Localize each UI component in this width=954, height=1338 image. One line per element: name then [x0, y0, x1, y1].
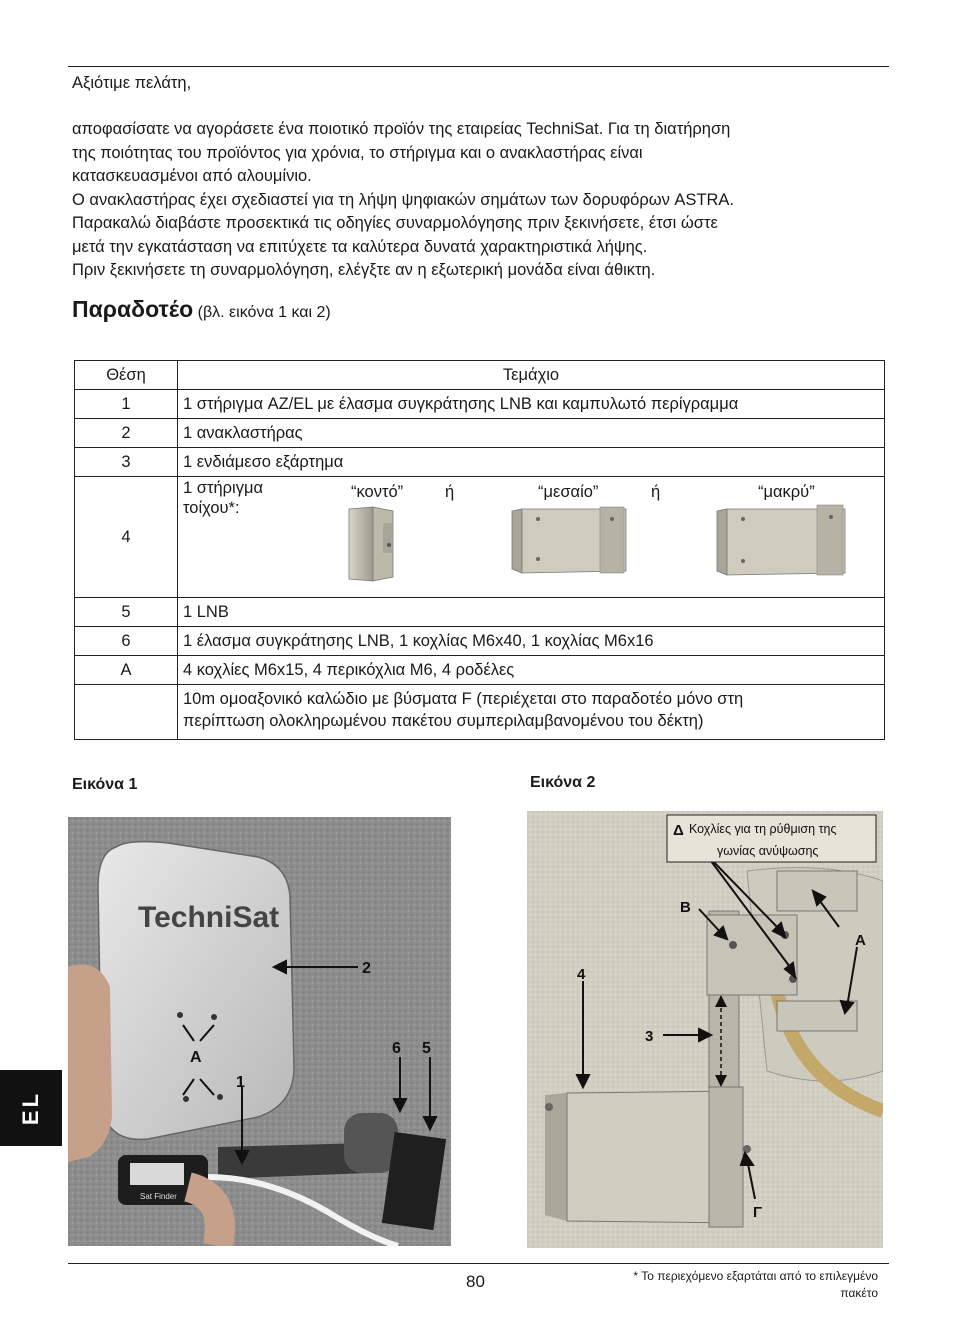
- bracket-label-line: 1 στήριγμα: [183, 479, 263, 497]
- intro-line: της ποιότητας του προϊόντος για χρόνια, το στήριγμα και ο ανακλαστήρας είναι: [72, 143, 643, 162]
- intro-line: Πριν ξεκινήσετε τη συναρμολόγηση, ελέγξτε αν η εξωτερική μονάδα είναι άθικτη.: [72, 261, 656, 279]
- page-number: 80: [466, 1272, 485, 1291]
- row-item-line: 10m ομοαξονικό καλώδιο με βύσματα F (περιέχεται στο παραδοτέο μόνο στη: [183, 690, 744, 708]
- bracket-cell-inner: [178, 477, 884, 597]
- sat-finder-text: Sat Finder: [140, 1192, 177, 1201]
- fig2-label-a: A: [855, 932, 866, 949]
- header-item: Τεμάχιο: [178, 361, 885, 390]
- figure2-caption: Εικόνα 2: [530, 774, 596, 791]
- table-row: [75, 598, 885, 627]
- fig2-label-b: B: [680, 899, 691, 916]
- intro-greeting: Αξιότιμε πελάτη,: [72, 74, 192, 92]
- header-pos: Θέση: [75, 361, 178, 390]
- section-subtitle: (βλ. εικόνα 1 και 2): [197, 304, 331, 321]
- row-item: 1 ανακλαστήρας: [178, 419, 885, 448]
- row-pos: 6: [75, 627, 178, 656]
- parts-table: [74, 360, 885, 740]
- medium-bracket-image: [508, 503, 638, 577]
- language-label: EL: [18, 1090, 43, 1126]
- table-row: [75, 685, 885, 740]
- legend-line: Κοχλίες για τη ρύθμιση της: [689, 822, 837, 836]
- table-row: [75, 390, 885, 419]
- row-item: [178, 685, 885, 740]
- table-row: [75, 627, 885, 656]
- intro-line: μετά την εγκατάσταση να επιτύχετε τα καλύτερα δυνατά χαρακτηριστικά λήψης.: [72, 237, 648, 256]
- section-heading: [72, 296, 331, 323]
- row-pos-value: 4: [121, 528, 131, 546]
- row-item: 1 LNB: [178, 598, 885, 627]
- footnote-line: πακέτο: [840, 1286, 878, 1300]
- intro-line: Ο ανακλαστήρας έχει σχεδιαστεί για τη λήψη ψηφιακών σημάτων των δορυφόρων ASTRA.: [72, 190, 735, 209]
- language-tab: [0, 1070, 62, 1146]
- row-pos: 5: [75, 598, 178, 627]
- long-bracket-image: [713, 503, 855, 579]
- fig1-label-5: 5: [422, 1040, 431, 1057]
- figure1-photo: [68, 817, 451, 1246]
- fig1-label-6: 6: [392, 1040, 401, 1057]
- medium-label: “μεσαίο”: [538, 483, 599, 501]
- row-pos: 1: [75, 390, 178, 419]
- row-pos: [75, 477, 178, 598]
- row-pos: 3: [75, 448, 178, 477]
- table-header-row: [75, 361, 885, 390]
- intro-line: Παρακαλώ διαβάστε προσεκτικά τις οδηγίες συναρμολόγησης πριν ξεκινήσετε, έτσι ώστε: [72, 214, 718, 232]
- intro-line: κατασκευασμένοι από αλουμίνιο.: [72, 167, 312, 185]
- row-item: 1 ενδιάμεσο εξάρτημα: [178, 448, 885, 477]
- row-item: 1 έλασμα συγκράτησης LNB, 1 κοχλίας M6x40, 1 κοχλίας M6x16: [178, 627, 885, 656]
- top-rule: [68, 66, 889, 67]
- bracket-label: [183, 478, 263, 518]
- legend-symbol: Δ: [673, 822, 684, 839]
- long-label: “μακρύ”: [758, 483, 815, 501]
- bottom-rule: [68, 1263, 889, 1264]
- row-item: 1 στήριγμα AZ/EL με έλασμα συγκράτησης LNB και καμπυλωτό περίγραμμα: [178, 390, 885, 419]
- fig2-label-4: 4: [577, 966, 586, 983]
- row-item: 4 κοχλίες M6x15, 4 περικόχλια M6, 4 ροδέλες: [178, 656, 885, 685]
- fig2-label-3: 3: [645, 1028, 654, 1045]
- bracket-cell: [178, 477, 885, 598]
- footnote-line: * Το περιεχόμενο εξαρτάται από το επιλεγμένο: [633, 1269, 878, 1283]
- fig2-label-g: Γ: [753, 1204, 763, 1221]
- short-label: “κοντό”: [351, 483, 404, 501]
- fig1-label-a: A: [190, 1049, 202, 1066]
- table-row: [75, 448, 885, 477]
- intro-line: αποφασίσατε να αγοράσετε ένα ποιοτικό προϊόν της εταιρείας TechniSat. Για τη διατήρηση: [72, 120, 731, 138]
- table-row: [75, 419, 885, 448]
- or-label: ή: [445, 483, 455, 501]
- or-label: ή: [651, 483, 661, 501]
- figure1-caption: Εικόνα 1: [72, 776, 138, 793]
- figure2-photo: [527, 811, 883, 1248]
- row-pos: 2: [75, 419, 178, 448]
- row-pos: A: [75, 656, 178, 685]
- row-pos: [75, 685, 178, 740]
- technisat-logo: TechniSat: [138, 901, 280, 934]
- intro-paragraph: [72, 118, 734, 283]
- section-title: Παραδοτέο: [72, 296, 194, 322]
- fig1-label-2: 2: [362, 960, 371, 977]
- table-row: [75, 656, 885, 685]
- table-row-brackets: [75, 477, 885, 598]
- footnote: [633, 1268, 878, 1302]
- legend-line: γωνίας ανύψωσης: [717, 844, 819, 858]
- bracket-label-line: τοίχου*:: [183, 499, 240, 517]
- fig1-label-1: 1: [236, 1074, 245, 1091]
- row-item-line: περίπτωση ολοκληρωμένου πακέτου συμπεριλαμβανομένου του δέκτη): [183, 712, 704, 730]
- short-bracket-image: [343, 505, 403, 585]
